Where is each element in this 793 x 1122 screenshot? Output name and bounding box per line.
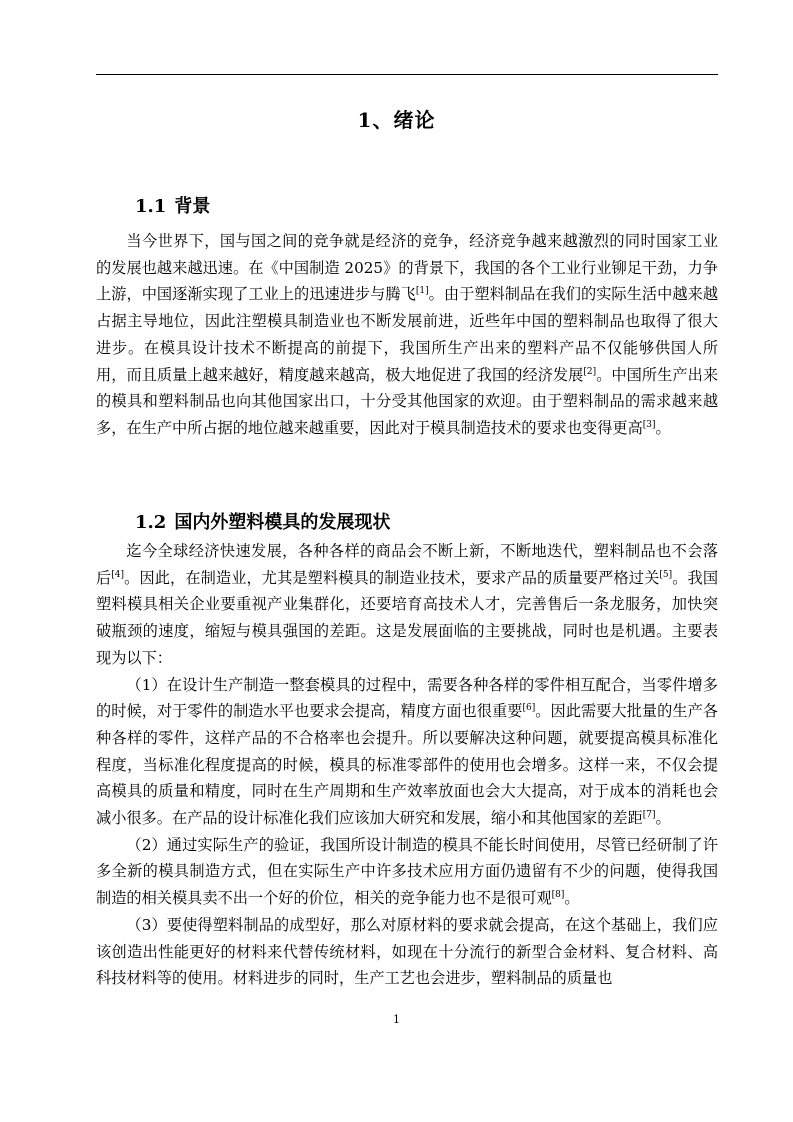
text-run: 。因此，在制造业，尤其是塑料模具的制造业技术，要求产品的质量要严格过关 <box>124 568 660 587</box>
text-run: 。 <box>564 889 580 908</box>
citation-ref: [3] <box>642 419 656 430</box>
citation-ref: [2] <box>583 366 597 377</box>
section-title: 背景 <box>174 196 211 217</box>
text-run: （3）要使得塑料制品的成型好，那么对原材料的要求就会提高，在这个基础上，我们应该创造出性能更好的材料来代替传统材料，如现在十分流行的新型合金材料、复合材料、高科技材料等的使用。材料进步的同时，生产工艺也会进步，塑料制品的质量也 <box>96 915 718 988</box>
text-run: 当今世界下，国与国之间的竞争就是经济的竞争，经济竞争越来越激烈的同时国家工业的发展也越来越迅速。在《中国制造 2025》的背景下，我国的各个工业行业铆足干劲，力争上游，中国逐渐实现了工业上的迅速进步与腾飞 <box>96 232 718 304</box>
section-number: 1.2 <box>135 512 167 533</box>
citation-ref: [8] <box>551 890 565 901</box>
section-heading-1-2 <box>135 508 390 534</box>
citation-ref: [7] <box>642 810 656 821</box>
section-body <box>96 538 718 992</box>
section-title: 国内外塑料模具的发展现状 <box>174 512 391 533</box>
text-run: 。因此需要大批量的生产各种各样的零件，这样产品的不合格率也会提升。所以要解决这种问题，就要提高模具标准化程度，当标准化程度提高的时候，模具的标准零部件的使用也会增多。这样一来，不仅会提高模具的质量和精度，同时在生产周期和生产效率放面也会大大提高，对于成本的消耗也会减小很多。在产品的设计标准化我们应该加大研究和发展，缩小和其他国家的差距 <box>96 702 719 828</box>
text-run: 。我国塑料模具相关企业要重视产业集群化，还要培育高技术人才，完善售后一条龙服务，加快突破瓶颈的速度，缩短与模具强国的差距。这是发展面临的主要挑战，同时也是机遇。主要表现为以下： <box>96 568 719 667</box>
header-rule <box>96 74 718 75</box>
citation-ref: [5] <box>659 569 673 580</box>
section-number: 1.1 <box>135 196 167 217</box>
text-run: 迄今全球经济快速发展，各种各样的商品会不断上新，不断地迭代，塑料制品也不会落后 <box>96 542 718 587</box>
page-number: 1 <box>393 1013 400 1026</box>
text-run: 。由于塑料制品在我们的实际生活中越来越占据主导地位，因此注塑模具制造业也不断发展前进，近些年中国的塑料制品也取得了很大进步。在模具设计技术不断提高的前提下，我国所生产出来的塑料产品不仅能够供国人所用，而且质量上越来越好，精度越来越高，极大地促进了我国的经济发展 <box>96 285 719 384</box>
citation-ref: [1] <box>415 286 429 297</box>
paragraph <box>96 832 718 912</box>
section-heading-1-1 <box>135 192 210 218</box>
paragraph <box>96 538 718 672</box>
citation-ref: [6] <box>522 703 536 714</box>
chapter-title: 1、绪论 <box>357 108 436 132</box>
text-run: 。 <box>655 418 671 437</box>
text-run: （1）在设计生产制造一整套模具的过程中，需要各种各样的零件相互配合，当零件增多的时候，对于零件的制造水平也要求会提高，精度方面也很重要 <box>96 675 718 721</box>
text-run: （2）通过实际生产的验证，我国所设计制造的模具不能长时间使用，尽管已经研制了许多全新的模具制造方式，但在实际生产中许多技术应用方面仍遗留有不少的问题，使得我国制造的相关模具卖不出一个好的价位，相关的竞争能力也不是很可观 <box>96 835 718 908</box>
citation-ref: [4] <box>111 569 125 580</box>
text-run: 。中国所生产出来的模具和塑料制品也向其他国家出口，十分受其他国家的欢迎。由于塑料制品的需求越来越多，在生产中所占据的地位越来越重要，因此对于模具制造技术的要求也变得更高 <box>96 365 719 437</box>
paragraph <box>96 672 718 832</box>
section-body <box>96 228 718 442</box>
paragraph <box>96 912 718 992</box>
paragraph <box>96 228 718 442</box>
text-run: 。 <box>655 809 671 828</box>
